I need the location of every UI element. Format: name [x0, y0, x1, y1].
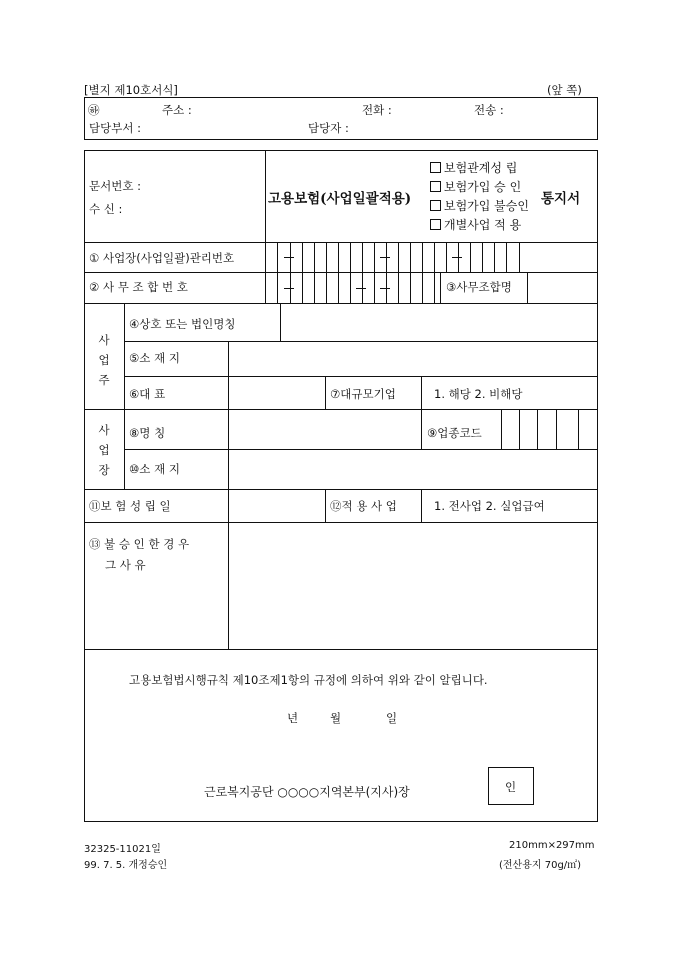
dash-separator [284, 288, 294, 289]
row3-label: ③사무조합명 [446, 280, 512, 294]
cell-divider [265, 272, 266, 303]
approval-date: 99. 7. 5. 개정승인 [84, 860, 168, 871]
dash-separator [284, 257, 294, 258]
cell-divider [374, 272, 375, 303]
cell-divider [326, 242, 327, 272]
cell-divider [350, 242, 351, 272]
row4-label: ④상호 또는 법인명칭 [129, 317, 236, 331]
dash-separator [452, 257, 462, 258]
site-group-label: 사 업 장 [98, 423, 110, 477]
option-individual: 개별사업 적 용 [430, 216, 521, 233]
notice-text: 고용보험법시행규칙 제10조제1항의 규정에 의하여 위와 같이 알립니다. [129, 673, 488, 687]
cell-divider [422, 272, 423, 303]
cell-divider [519, 242, 520, 272]
cell-divider [314, 242, 315, 272]
cell-divider [482, 242, 483, 272]
doc-number-label: 문서번호 : [89, 179, 141, 193]
dash-separator [356, 288, 366, 289]
day-label: 일 [386, 711, 398, 725]
cell-divider [374, 242, 375, 272]
cell-divider [338, 242, 339, 272]
cell-divider [410, 272, 411, 303]
recipient-label: 수 신 : [89, 202, 123, 216]
cell-divider [398, 242, 399, 272]
cell-divider [398, 272, 399, 303]
option-approve: 보험가입 승 인 [430, 178, 521, 195]
row8-label: ⑧명 칭 [129, 426, 166, 440]
cell-divider [519, 409, 520, 449]
row10-label: ⑩소 재 지 [129, 462, 180, 476]
cell-divider [434, 242, 435, 272]
cell-divider [537, 409, 538, 449]
employer-group-label: 사 업 주 [98, 333, 110, 387]
row9-label: ⑨업종코드 [427, 426, 482, 440]
cell-divider [277, 272, 278, 303]
fax-label: 전송 : [474, 103, 504, 117]
cell-divider [494, 242, 495, 272]
cell-divider [302, 242, 303, 272]
cell-divider [410, 242, 411, 272]
seal-label: 인 [505, 780, 517, 794]
checkbox-icon [430, 162, 441, 173]
paper-spec: (전산용지 70g/㎡) [499, 860, 582, 871]
cell-divider [277, 242, 278, 272]
cell-divider [506, 242, 507, 272]
phone-label: 전화 : [362, 103, 392, 117]
row13-label: ⑬ 불 승 인 한 경 우 [89, 537, 190, 551]
option-reject: 보험가입 불승인 [430, 197, 529, 214]
row12-label: ⑫적 용 사 업 [330, 499, 397, 513]
row1-label: ① 사업장(사업일괄)관리번호 [89, 251, 235, 265]
address-label: 주소 : [162, 103, 192, 117]
row7-options: 1. 해당 2. 비해당 [434, 387, 523, 401]
cell-divider [501, 409, 502, 449]
cell-divider [556, 409, 557, 449]
form-title-suffix: 통지서 [541, 191, 581, 207]
page-side: (앞 쪽) [547, 83, 582, 97]
row2-label: ② 사 무 조 합 번 호 [89, 280, 188, 294]
dash-separator [380, 257, 390, 258]
checkbox-icon [430, 181, 441, 192]
cell-divider [326, 272, 327, 303]
row13-label-2: 그 사 유 [105, 558, 146, 572]
issuer-name: 근로복지공단 ○○○○지역본부(지사)장 [204, 785, 410, 799]
row11-label: ⑪보 험 성 립 일 [89, 499, 171, 513]
cell-divider [338, 272, 339, 303]
cell-divider [446, 242, 447, 272]
circled-mark: ㉻ [88, 103, 100, 117]
row6-label: ⑥대 표 [129, 387, 166, 401]
person-label: 담당자 : [308, 121, 349, 135]
cell-divider [578, 409, 579, 449]
cell-divider [422, 242, 423, 272]
cell-divider [440, 272, 441, 303]
row12-options: 1. 전사업 2. 실업급여 [434, 499, 545, 513]
year-label: 년 [287, 711, 299, 725]
row7-label: ⑦대규모기업 [330, 387, 396, 401]
cell-divider [434, 272, 435, 303]
cell-divider [314, 272, 315, 303]
checkbox-icon [430, 219, 441, 230]
form-title: 고용보험(사업일괄적용) [268, 191, 412, 207]
option-establish: 보험관계성 립 [430, 159, 517, 176]
cell-divider [470, 242, 471, 272]
cell-divider [350, 272, 351, 303]
row5-label: ⑤소 재 지 [129, 351, 180, 365]
month-label: 월 [330, 711, 342, 725]
cell-divider [302, 272, 303, 303]
form-code: 32325-11021일 [84, 844, 161, 855]
form-id: [별지 제10호서식] [84, 83, 178, 97]
paper-size: 210mm×297mm [509, 840, 595, 851]
checkbox-icon [430, 200, 441, 211]
cell-divider [362, 242, 363, 272]
cell-divider [265, 242, 266, 272]
dash-separator [380, 288, 390, 289]
department-label: 담당부서 : [89, 121, 141, 135]
